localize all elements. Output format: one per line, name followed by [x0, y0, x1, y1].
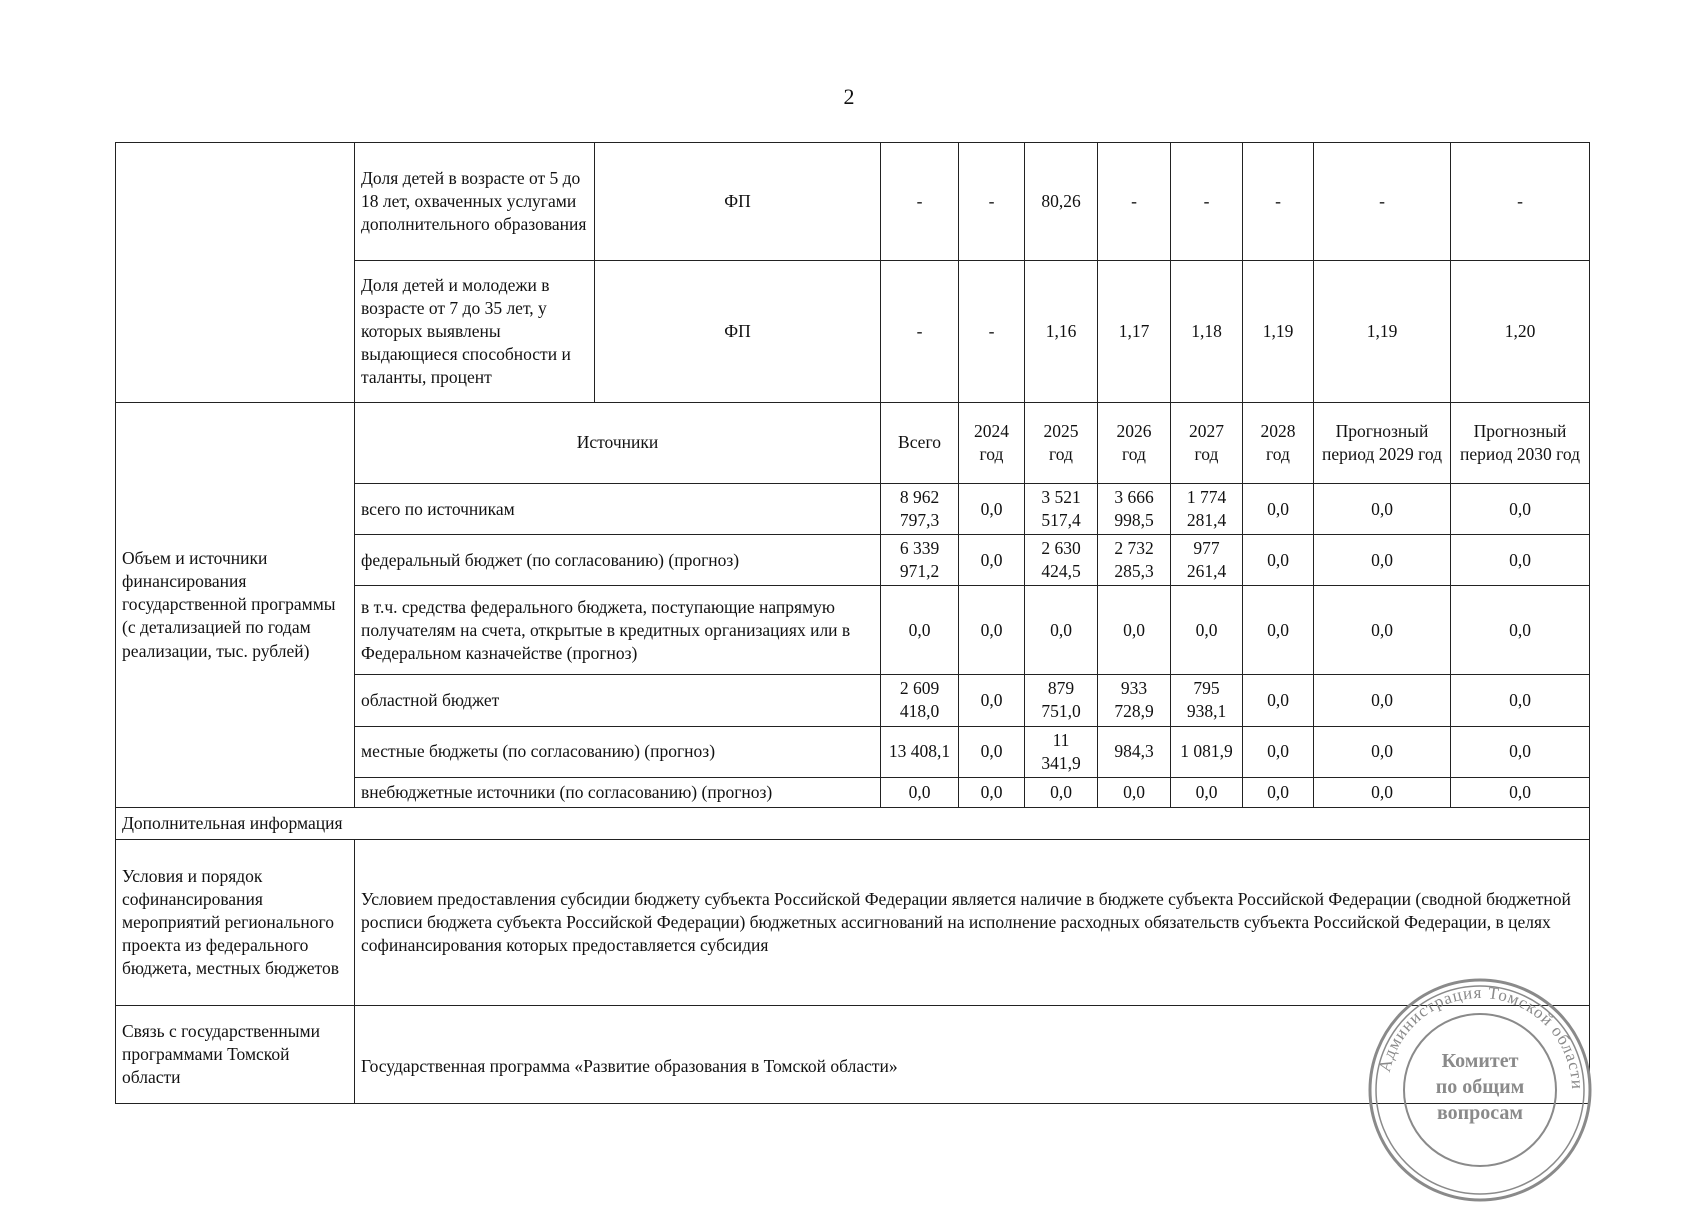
value-cell: 0,0	[1314, 726, 1451, 777]
value-cell: -	[1098, 143, 1171, 261]
value-cell: -	[1171, 143, 1243, 261]
value-cell: 984,3	[1098, 726, 1171, 777]
indicator-name: Доля детей в возрасте от 5 до 18 лет, охваченных услугами дополнительного образования	[355, 143, 595, 261]
value-cell: -	[1243, 143, 1314, 261]
source-name: всего по источникам	[355, 484, 881, 535]
indicator-type: ФП	[595, 143, 881, 261]
value-cell: 0,0	[1451, 675, 1590, 726]
value-cell: 0,0	[1451, 535, 1590, 586]
additional-info-row	[116, 807, 1590, 839]
indicator-row	[116, 143, 1590, 261]
header-cell: 2028 год	[1243, 403, 1314, 484]
value-cell: 2 732 285,3	[1098, 535, 1171, 586]
value-cell: 3 666 998,5	[1098, 484, 1171, 535]
value-cell: 6 339 971,2	[881, 535, 959, 586]
value-cell: 0,0	[1243, 484, 1314, 535]
value-cell: 0,0	[1243, 675, 1314, 726]
header-cell: 2027 год	[1171, 403, 1243, 484]
value-cell: 0,0	[959, 484, 1025, 535]
value-cell: -	[1451, 143, 1590, 261]
value-cell: -	[959, 261, 1025, 403]
value-cell: 0,0	[959, 777, 1025, 807]
finance-header-row	[116, 403, 1590, 484]
value-cell: 795 938,1	[1171, 675, 1243, 726]
value-cell: 0,0	[1171, 586, 1243, 675]
source-name: в т.ч. средства федерального бюджета, поступающие напрямую получателям на счета, открытые в кредитных организациях или в Федеральном казначействе (прогноз)	[355, 586, 881, 675]
seal-line: Комитет	[1441, 1050, 1519, 1072]
seal-line: вопросам	[1436, 1102, 1524, 1124]
finance-label: Объем и источники финансирования государственной программы (с детализацией по годам реализации, тыс. рублей)	[116, 403, 355, 808]
header-cell: 2026 год	[1098, 403, 1171, 484]
official-seal	[1365, 975, 1595, 1205]
value-cell: 0,0	[1314, 586, 1451, 675]
seal-ring-text: Администрация Томской области	[1374, 982, 1588, 1091]
value-cell: 11 341,9	[1025, 726, 1098, 777]
value-cell: 0,0	[881, 777, 959, 807]
value-cell: 0,0	[1314, 535, 1451, 586]
value-cell: 0,0	[1025, 777, 1098, 807]
header-cell: Прогнозный период 2029 год	[1314, 403, 1451, 484]
empty-cell	[116, 143, 355, 403]
value-cell: 879 751,0	[1025, 675, 1098, 726]
value-cell: 8 962 797,3	[881, 484, 959, 535]
value-cell: 0,0	[1451, 777, 1590, 807]
value-cell: 13 408,1	[881, 726, 959, 777]
header-cell: Прогнозный период 2030 год	[1451, 403, 1590, 484]
value-cell: 2 630 424,5	[1025, 535, 1098, 586]
value-cell: 0,0	[959, 726, 1025, 777]
value-cell: -	[881, 143, 959, 261]
value-cell: -	[881, 261, 959, 403]
value-cell: 0,0	[1314, 484, 1451, 535]
value-cell: 0,0	[1243, 777, 1314, 807]
value-cell: 80,26	[1025, 143, 1098, 261]
value-cell: 1,19	[1243, 261, 1314, 403]
value-cell: 2 609 418,0	[881, 675, 959, 726]
indicator-type: ФП	[595, 261, 881, 403]
value-cell: 0,0	[1243, 535, 1314, 586]
value-cell: 1,20	[1451, 261, 1590, 403]
value-cell: 0,0	[959, 586, 1025, 675]
program-table	[115, 142, 1590, 1104]
value-cell: 0,0	[1243, 586, 1314, 675]
value-cell: 0,0	[959, 675, 1025, 726]
value-cell: 0,0	[1243, 726, 1314, 777]
value-cell: 1,17	[1098, 261, 1171, 403]
source-name: местные бюджеты (по согласованию) (прогноз)	[355, 726, 881, 777]
link-label: Связь с государственными программами Томской области	[116, 1005, 355, 1103]
conditions-text: Условием предоставления субсидии бюджету субъекта Российской Федерации является наличие в бюджете субъекта Российской Федерации (сводной бюджетной росписи бюджета субъекта Российской Федерации) бюджетных ассигнований на исполнение расходных обязательств субъекта Российской Федерации, в целях софинансирования которых предоставляется субсидия	[355, 839, 1590, 1005]
value-cell: 0,0	[1451, 726, 1590, 777]
value-cell: 0,0	[1025, 586, 1098, 675]
section-title: Дополнительная информация	[116, 807, 1590, 839]
source-name: внебюджетные источники (по согласованию) (прогноз)	[355, 777, 881, 807]
value-cell: 1,19	[1314, 261, 1451, 403]
value-cell: 0,0	[1451, 586, 1590, 675]
value-cell: 0,0	[1314, 675, 1451, 726]
value-cell: 0,0	[1314, 777, 1451, 807]
value-cell: 0,0	[959, 535, 1025, 586]
indicator-name: Доля детей и молодежи в возрасте от 7 до 35 лет, у которых выявлены выдающиеся способности и таланты, процент	[355, 261, 595, 403]
source-name: федеральный бюджет (по согласованию) (прогноз)	[355, 535, 881, 586]
value-cell: 3 521 517,4	[1025, 484, 1098, 535]
value-cell: 0,0	[1171, 777, 1243, 807]
source-name: областной бюджет	[355, 675, 881, 726]
conditions-label: Условия и порядок софинансирования мероприятий регионального проекта из федерального бюджета, местных бюджетов	[116, 839, 355, 1005]
link-text: Государственная программа «Развитие образования в Томской области»	[355, 1005, 1590, 1103]
value-cell: 0,0	[1098, 586, 1171, 675]
header-cell: 2024 год	[959, 403, 1025, 484]
value-cell: 0,0	[881, 586, 959, 675]
header-cell: Источники	[355, 403, 881, 484]
value-cell: 933 728,9	[1098, 675, 1171, 726]
page-number: 2	[843, 84, 855, 109]
value-cell: -	[959, 143, 1025, 261]
value-cell: 1 774 281,4	[1171, 484, 1243, 535]
value-cell: 0,0	[1098, 777, 1171, 807]
header-cell: 2025 год	[1025, 403, 1098, 484]
seal-line: по общим	[1435, 1076, 1525, 1098]
value-cell: 1 081,9	[1171, 726, 1243, 777]
value-cell: -	[1314, 143, 1451, 261]
value-cell: 977 261,4	[1171, 535, 1243, 586]
value-cell: 1,18	[1171, 261, 1243, 403]
value-cell: 1,16	[1025, 261, 1098, 403]
value-cell: 0,0	[1451, 484, 1590, 535]
header-cell: Всего	[881, 403, 959, 484]
